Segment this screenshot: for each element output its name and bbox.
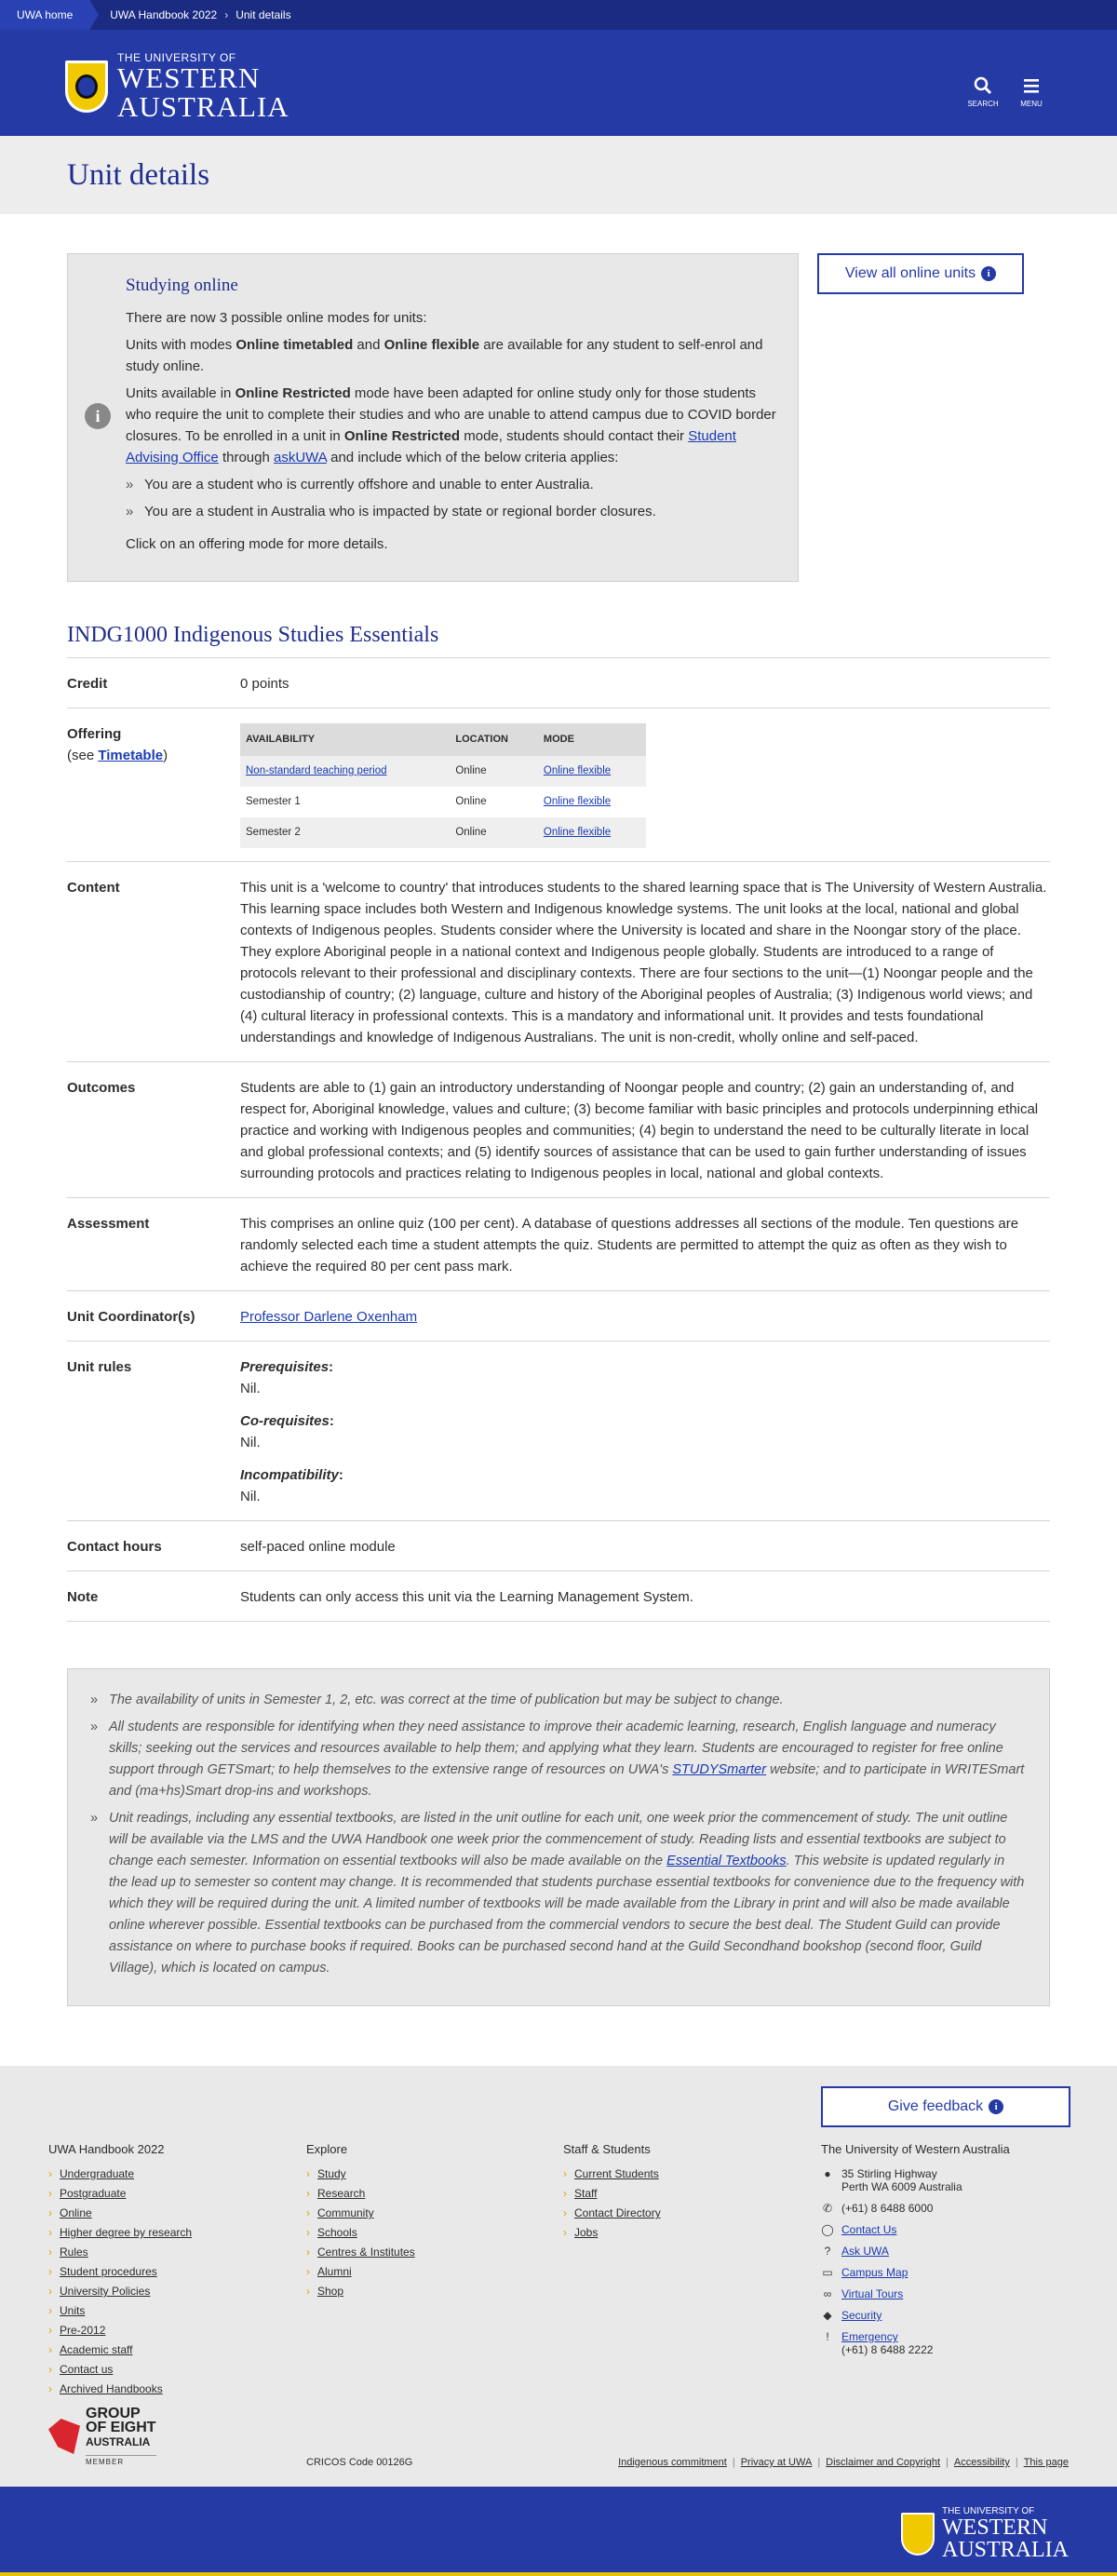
footer-col-contact: [821, 2142, 1072, 2365]
question-icon: ?: [824, 2245, 831, 2258]
logo-text-australia: AUSTRALIA: [942, 2538, 1069, 2562]
accessibility-link[interactable]: Accessibility: [953, 2457, 1010, 2468]
footer-link[interactable]: › Contact Directory: [563, 2206, 661, 2219]
offering-table: [240, 723, 646, 848]
timetable-link[interactable]: Timetable: [98, 748, 164, 763]
crest-icon: [65, 61, 108, 113]
note-item: » The availability of units in Semester 1, 2, etc. was correct at the time of publication but may be subject to change.: [90, 1690, 1027, 1711]
footer-link[interactable]: › Current Students: [563, 2167, 661, 2180]
footer-col-staff-students: [563, 2142, 661, 2246]
footer-link[interactable]: › Student procedures: [48, 2265, 192, 2278]
footer-link[interactable]: › Alumni: [306, 2265, 415, 2278]
footer-col-title: Staff & Students: [563, 2142, 651, 2156]
go8-map-icon: [48, 2419, 80, 2454]
note-item: » All students are responsible for identifying when they need assistance to improve their academic learning, research, English language and numeracy skills; seeking out the services and resources available to help them; and applying what they learn. Students are encouraged to register for free online support through GETSmart; to help themselves to the extensive range of resources on UWA's STUDYSmarter website; and to participate in WRITESmart and (ma+hs)Smart drop-ins and workshops.: [90, 1717, 1027, 1802]
unit-rules-row: Unit rules Prerequisites: Nil. Co-requisites: Nil. Incompatibility: Nil.: [67, 1342, 1050, 1521]
map-icon: ▭: [822, 2266, 833, 2279]
availability-cell: Semester 1: [246, 796, 301, 807]
breadcrumb-handbook-link[interactable]: UWA Handbook 2022: [110, 8, 218, 21]
coordinator-row: [67, 1291, 1050, 1342]
studysmarter-link[interactable]: STUDYSmarter: [672, 1762, 767, 1777]
contact-us-link[interactable]: Contact Us: [841, 2223, 897, 2236]
mode-link[interactable]: Online flexible: [543, 765, 612, 776]
content-value: This unit is a 'welcome to country' that introduces students to the shared learning space that is The University of Western Australia. This learning space includes both Western and Indigenous knowledge systems. The unit looks at the local, national and global contexts of Indigenous peoples. Students consider where the University is located and share in the Noongar story of the place. They explore Aboriginal people in a national context and Indigenous people globally. Students are introduced to a range of protocols relevant to their professional and disciplinary contexts. There are four sections to the unit—(1) Noongar people and the custodianship of country; (2) language, culture and history of the Aboriginal peoples of Australia; (3) Indigenous world views; and (4) cultural literacy in professional contexts. This is a mandatory and informational unit. It provides and tests foundational understandings and knowledge of Indigenous Australians. The unit is non-credit, wholly online and self-paced.: [240, 880, 1047, 1045]
privacy-link[interactable]: Privacy at UWA: [740, 2457, 813, 2468]
shield-icon: ◆: [823, 2309, 832, 2322]
coordinator-label: Unit Coordinator(s): [67, 1309, 195, 1325]
incompatibility-value: Nil.: [240, 1489, 261, 1504]
go8-member: MEMBER: [86, 2455, 156, 2466]
phone-icon: ✆: [822, 2202, 833, 2215]
corequisites-label: Co-requisites: [240, 1413, 330, 1429]
footer-link[interactable]: › Community: [306, 2206, 415, 2219]
footer-link[interactable]: › Postgraduate: [48, 2187, 192, 2200]
bottom-bar: [0, 2487, 1117, 2576]
site-header: [0, 30, 1117, 136]
address-line: 35 Stirling Highway: [841, 2167, 937, 2180]
footer-link[interactable]: › Schools: [306, 2226, 415, 2239]
footer-col-title: UWA Handbook 2022: [48, 2142, 165, 2156]
logo-small-text: THE UNIVERSITY OF: [942, 2506, 1035, 2516]
logo-text-western: WESTERN: [117, 61, 261, 94]
prerequisites-label: Prerequisites: [240, 1359, 330, 1375]
table-header: MODE: [538, 723, 646, 756]
footer-link[interactable]: › Archived Handbooks: [48, 2382, 192, 2395]
credit-row: [67, 658, 1050, 708]
studying-online-heading: Studying online: [126, 276, 238, 295]
contact-hours-row: [67, 1521, 1050, 1571]
address-line: Perth WA 6009 Australia: [841, 2180, 962, 2193]
give-feedback-button[interactable]: [821, 2086, 1070, 2127]
search-icon: [962, 76, 1003, 100]
footer-link[interactable]: › Rules: [48, 2246, 192, 2259]
main-content: [0, 214, 1117, 2006]
mode-link[interactable]: Online flexible: [543, 796, 612, 807]
location-pin-icon: ●: [824, 2167, 831, 2180]
essential-textbooks-link[interactable]: Essential Textbooks: [666, 1854, 787, 1868]
location-cell: Online: [450, 756, 538, 787]
criteria-list: [126, 474, 783, 522]
indigenous-commitment-link[interactable]: Indigenous commitment: [618, 2457, 727, 2468]
location-cell: Online: [455, 796, 487, 807]
logo-small-text: THE UNIVERSITY OF: [117, 51, 236, 64]
notes-panel: [67, 1668, 1050, 2006]
assessment-row: [67, 1198, 1050, 1291]
footer-bottom-links: Indigenous commitment | Privacy at UWA | Disclaimer and Copyright | Accessibility | This page: [618, 2457, 1069, 2468]
list-item: » You are a student who is currently offshore and unable to enter Australia.: [126, 474, 783, 495]
this-page-link[interactable]: This page: [1023, 2457, 1069, 2468]
footer-link[interactable]: › University Policies: [48, 2285, 192, 2298]
credit-value: 0 points: [240, 676, 289, 692]
emergency-phone: (+61) 8 6488 2222: [841, 2343, 934, 2356]
breadcrumb: [0, 0, 1117, 30]
table-row: [240, 756, 646, 787]
logo-text-western: WESTERN: [942, 2515, 1048, 2540]
online-modes-intro: There are now 3 possible online modes for units:: [126, 310, 427, 326]
availability-cell: Semester 2: [240, 817, 450, 848]
chevron-right-icon: ›: [224, 8, 229, 21]
outcomes-value: Students are able to (1) gain an introductory understanding of Noongar people and country; (2) gain an understanding of, and respect for, Aboriginal knowledge, values and culture; (3) become familiar with basic principles and protocols underpinning ethical practice and working with Indigenous peoples and communities; (4) begin to understand the need to be culturally literate in local and global professional contexts; and (5) identify sources of assistance that can be used to gain further understanding of issues surrounding protocols and practices relating to Indigenous peoples in local, national and global contexts.: [240, 1080, 1039, 1181]
list-item: » You are a student in Australia who is impacted by state or regional border closures.: [126, 501, 783, 522]
virtual-tours-link[interactable]: Virtual Tours: [841, 2287, 904, 2300]
chat-icon: ◯: [821, 2223, 834, 2236]
menu-button[interactable]: [1011, 76, 1052, 108]
footer-link[interactable]: › Study: [306, 2167, 415, 2180]
assessment-value: This comprises an online quiz (100 per cent). A database of questions addresses all sections of the module. Ten questions are randomly selected each time a student attempts the quiz. Students are permitted to attempt the quiz as often as they wish to achieve the required 80 per cent pass mark.: [240, 1216, 1019, 1275]
menu-icon: [1011, 76, 1052, 100]
offering-label: Offering (see Timetable): [67, 726, 168, 763]
group-of-eight-logo[interactable]: [48, 2407, 156, 2466]
alert-icon: !: [826, 2330, 829, 2343]
info-icon: i: [85, 403, 111, 429]
online-restricted-paragraph: Units available in Online Restricted mode have been adapted for online study only for those students who require the unit to complete their studies and who are unable to attend campus due to COVID border closures. To be enrolled in a unit in Online Restricted mode, students should contact their Student Advising Office through askUWA and include which of the below criteria applies:: [126, 385, 776, 465]
view-all-online-units-button[interactable]: [817, 253, 1024, 294]
footer-link[interactable]: › Staff: [563, 2187, 661, 2200]
contact-hours-label: Contact hours: [67, 1539, 162, 1555]
go8-text: GROUP OF EIGHT AUSTRALIA: [86, 2406, 156, 2448]
table-row: [240, 817, 646, 848]
disclaimer-link[interactable]: Disclaimer and Copyright: [826, 2457, 941, 2468]
ask-uwa-link[interactable]: Ask UWA: [841, 2245, 889, 2258]
footer-link[interactable]: › Centres & Institutes: [306, 2246, 415, 2259]
crest-icon: [901, 2513, 935, 2556]
note-item: » Unit readings, including any essential textbooks, are listed in the unit outline for each unit, one week prior the commencement of study. The unit outline will be available via the LMS and the UWA Handbook one week prior the commencement of study. Reading lists and essential textbooks are subject to change each semester. Information on essential textbooks will also be made available on the Essential Textbooks. This website is updated regularly in the lead up to semester so content may change. It is recommended that students purchase essential textbooks for convenience due to the frequency with which they will be required during the unit. A limited number of textbooks will be made available from the Library in print and will also be made available online wherever possible. Essential textbooks can be purchased from the commercial vendors to secure the best deal. The Student Guild can provide assistance on where to purchase books if required. Books can be purchased second hand at the Guild Secondhand bookshop (second floor, Guild Village), which is located on campus.: [90, 1808, 1027, 1979]
page-title: Unit details: [67, 157, 210, 192]
breadcrumb-current: Unit details: [236, 8, 291, 21]
assessment-label: Assessment: [67, 1216, 150, 1232]
content-row: [67, 862, 1050, 1062]
footer-link[interactable]: › Academic staff: [48, 2343, 192, 2356]
info-icon: i: [981, 266, 996, 281]
footer-link[interactable]: › Undergraduate: [48, 2167, 192, 2180]
table-header: LOCATION: [450, 723, 538, 756]
mode-link[interactable]: Online flexible: [543, 827, 612, 838]
askuwa-link[interactable]: askUWA: [274, 450, 327, 465]
info-icon: i: [989, 2099, 1003, 2114]
phone-number: (+61) 8 6488 6000: [841, 2202, 934, 2215]
offering-mode-hint: Click on an offering mode for more details.: [126, 536, 388, 552]
site-footer: [0, 2066, 1117, 2487]
outcomes-label: Outcomes: [67, 1080, 136, 1096]
search-button[interactable]: [962, 76, 1003, 108]
footer-link[interactable]: › Units: [48, 2304, 192, 2317]
offering-row: [67, 708, 1050, 862]
uwa-logo[interactable]: [65, 52, 289, 121]
uwa-footer-logo[interactable]: [901, 2507, 1069, 2561]
note-value: Students can only access this unit via the Learning Management System.: [240, 1589, 693, 1605]
page-title-banner: [0, 136, 1117, 214]
binoculars-icon: ∞: [823, 2287, 832, 2300]
menu-label: MENU: [1020, 100, 1043, 108]
student-advising-office-link[interactable]: Student Advising Office: [126, 428, 736, 465]
table-header: AVAILABILITY: [240, 723, 450, 756]
table-row: [240, 787, 646, 817]
footer-col-title: The University of Western Australia: [821, 2142, 1010, 2156]
credit-label: Credit: [67, 676, 108, 692]
footer-link[interactable]: › Online: [48, 2206, 192, 2219]
logo-text-australia: AUSTRALIA: [117, 90, 289, 123]
footer-col-explore: [306, 2142, 415, 2304]
footer-link[interactable]: › Pre-2012: [48, 2324, 192, 2337]
view-all-label: View all online units: [844, 265, 976, 281]
availability-link[interactable]: Non-standard teaching period: [246, 765, 387, 776]
footer-col-handbook: [48, 2142, 192, 2402]
content-label: Content: [67, 880, 120, 896]
footer-link[interactable]: › Shop: [306, 2285, 415, 2298]
note-row: [67, 1571, 1050, 1622]
give-feedback-label: Give feedback: [887, 2098, 984, 2114]
campus-map-link[interactable]: Campus Map: [841, 2266, 908, 2279]
prerequisites-value: Nil.: [240, 1381, 261, 1396]
search-label: SEARCH: [967, 100, 999, 108]
incompatibility-label: Incompatibility: [240, 1467, 339, 1483]
emergency-link[interactable]: Emergency: [841, 2330, 898, 2343]
outcomes-row: [67, 1062, 1050, 1198]
location-cell: Online: [450, 817, 538, 848]
footer-link[interactable]: › Jobs: [563, 2226, 661, 2239]
coordinator-link[interactable]: Professor Darlene Oxenham: [240, 1309, 418, 1325]
footer-link[interactable]: › Research: [306, 2187, 415, 2200]
footer-col-title: Explore: [306, 2142, 348, 2156]
breadcrumb-home-link[interactable]: UWA home: [0, 0, 89, 30]
footer-link[interactable]: › Contact us: [48, 2363, 192, 2376]
cricos-code: CRICOS Code 00126G: [306, 2457, 413, 2468]
note-label: Note: [67, 1589, 99, 1605]
online-modes-paragraph: Units with modes Online timetabled and Online flexible are available for any student to self-enrol and study online.: [126, 337, 763, 374]
contact-hours-value: self-paced online module: [240, 1539, 396, 1555]
security-link[interactable]: Security: [841, 2309, 882, 2322]
unit-title: INDG1000 Indigenous Studies Essentials: [67, 623, 1050, 658]
unit-rules-label: Unit rules: [67, 1359, 132, 1375]
footer-link[interactable]: › Higher degree by research: [48, 2226, 192, 2239]
studying-online-panel: [67, 253, 799, 582]
corequisites-value: Nil.: [240, 1435, 261, 1450]
